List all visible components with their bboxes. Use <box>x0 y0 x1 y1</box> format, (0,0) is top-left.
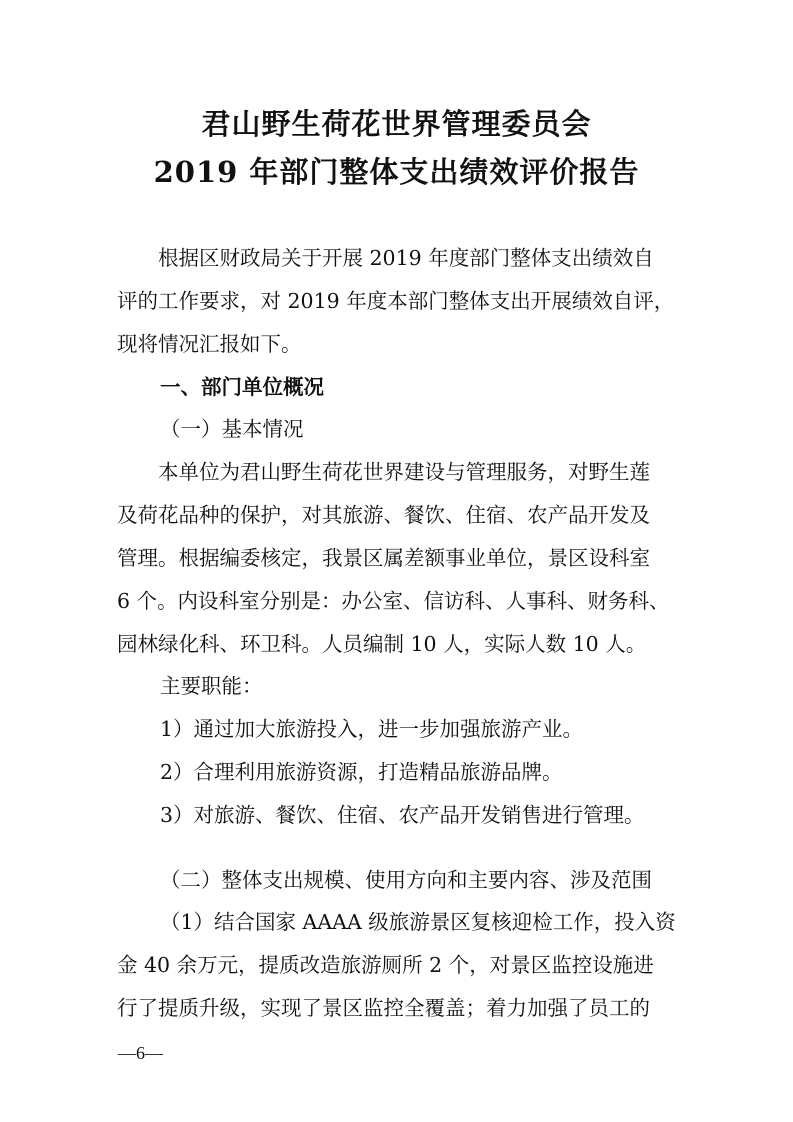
paragraph-line: 及荷花品种的保护，对其旅游、餐饮、住宿、农产品开发及 <box>117 503 650 527</box>
paragraph-line: 6 个。内设科室分别是：办公室、信访科、人事科、财务科、 <box>117 589 670 613</box>
subsection-heading: （一）基本情况 <box>160 417 304 441</box>
list-item: 2）合理利用旅游资源，打造精品旅游品牌。 <box>160 760 563 784</box>
page-number: —6— <box>118 1043 163 1063</box>
section-heading: 一、部门单位概况 <box>160 375 324 399</box>
paragraph-line: 现将情况汇报如下。 <box>117 332 302 356</box>
subsection-heading: （二）整体支出规模、使用方向和主要内容、涉及范围 <box>160 868 652 892</box>
paragraph-line: 本单位为君山野生荷花世界建设与管理服务，对野生莲 <box>158 460 650 484</box>
paragraph-line: 行了提质升级，实现了景区监控全覆盖；着力加强了员工的 <box>117 996 650 1020</box>
paragraph-line: 管理。根据编委核定，我景区属差额事业单位，景区设科室 <box>117 546 650 570</box>
paragraph-line: 根据区财政局关于开展 2019 年度部门整体支出绩效自 <box>158 246 654 270</box>
document-title-line-1: 君山野生荷花世界管理委员会 <box>201 107 592 141</box>
list-item: 1）通过加大旅游投入，进一步加强旅游产业。 <box>160 717 584 741</box>
document-title-line-2: 2019 年部门整体支出绩效评价报告 <box>153 155 640 189</box>
paragraph-line: 评的工作要求，对 2019 年度本部门整体支出开展绩效自评， <box>117 289 675 313</box>
list-item: 3）对旅游、餐饮、住宿、农产品开发销售进行管理。 <box>160 803 645 827</box>
paragraph-line: 金 40 余万元，提质改造旅游厕所 2 个，对景区监控设施进 <box>117 953 654 977</box>
paragraph-line: 园林绿化科、环卫科。人员编制 10 人，实际人数 10 人。 <box>117 632 647 656</box>
paragraph-line: 主要职能： <box>160 674 263 698</box>
paragraph-line: （1）结合国家 AAAA 级旅游景区复核迎检工作，投入资 <box>160 910 676 934</box>
